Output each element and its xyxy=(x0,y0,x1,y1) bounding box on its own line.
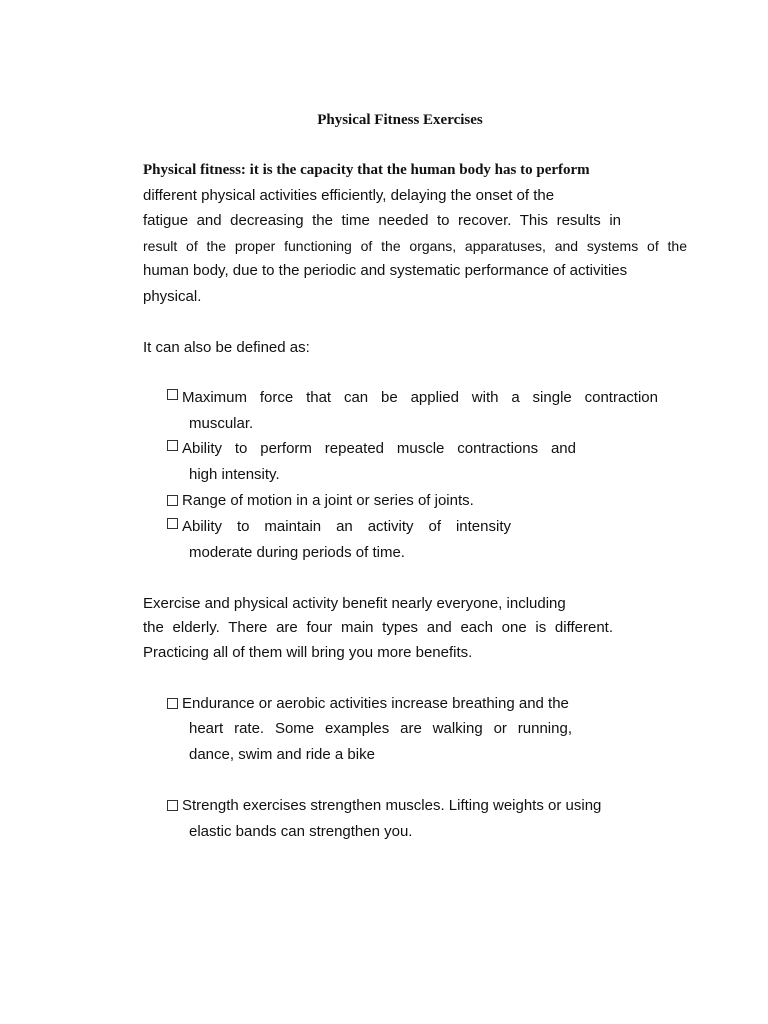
list-item-continuation: dance, swim and ride a bike xyxy=(189,746,375,763)
list-item: Ability to perform repeated muscle contractions and xyxy=(167,440,576,458)
paragraph-1-line-3: fatigue and decreasing the time needed to recover. This results in xyxy=(143,212,621,229)
list-item-continuation: elastic bands can strengthen you. xyxy=(189,823,413,840)
bullet-icon xyxy=(167,495,178,506)
paragraph-1-line-2: different physical activities efficiently, delaying the onset of the xyxy=(143,187,555,204)
bullet-icon xyxy=(167,389,178,400)
list-item: Maximum force that can be applied with a single contraction xyxy=(167,389,658,407)
list-item: Ability to maintain an activity of intensity xyxy=(167,518,511,536)
paragraph-1-line-5: human body, due to the periodic and systematic performance of activities xyxy=(143,262,628,279)
paragraph-1-line-4: result of the proper functioning of the organs, apparatuses, and systems of the xyxy=(143,238,687,254)
paragraph-2: It can also be defined as: xyxy=(143,339,310,356)
paragraph-3-line-1: Exercise and physical activity benefit nearly everyone, including xyxy=(143,595,566,612)
bullet-icon xyxy=(167,800,178,811)
list-item: Endurance or aerobic activities increase breathing and the xyxy=(167,695,569,713)
list-item: Strength exercises strengthen muscles. Lifting weights or using xyxy=(167,797,601,815)
bullet-icon xyxy=(167,440,178,451)
list-item-continuation: heart rate. Some examples are walking or running, xyxy=(189,720,572,737)
paragraph-1-line-6: physical. xyxy=(143,288,202,305)
list-item-continuation: moderate during periods of time. xyxy=(189,544,405,561)
paragraph-3-line-3: Practicing all of them will bring you more benefits. xyxy=(143,644,473,661)
paragraph-1-line-1: Physical fitness: it is the capacity that the human body has to perform xyxy=(143,162,590,178)
list-item: Range of motion in a joint or series of joints. xyxy=(167,492,474,510)
list-item-continuation: muscular. xyxy=(189,415,254,432)
bullet-icon xyxy=(167,698,178,709)
paragraph-3-line-2: the elderly. There are four main types and each one is different. xyxy=(143,619,613,636)
document-title: Physical Fitness Exercises xyxy=(317,112,483,128)
bullet-icon xyxy=(167,518,178,529)
list-item-continuation: high intensity. xyxy=(189,466,280,483)
